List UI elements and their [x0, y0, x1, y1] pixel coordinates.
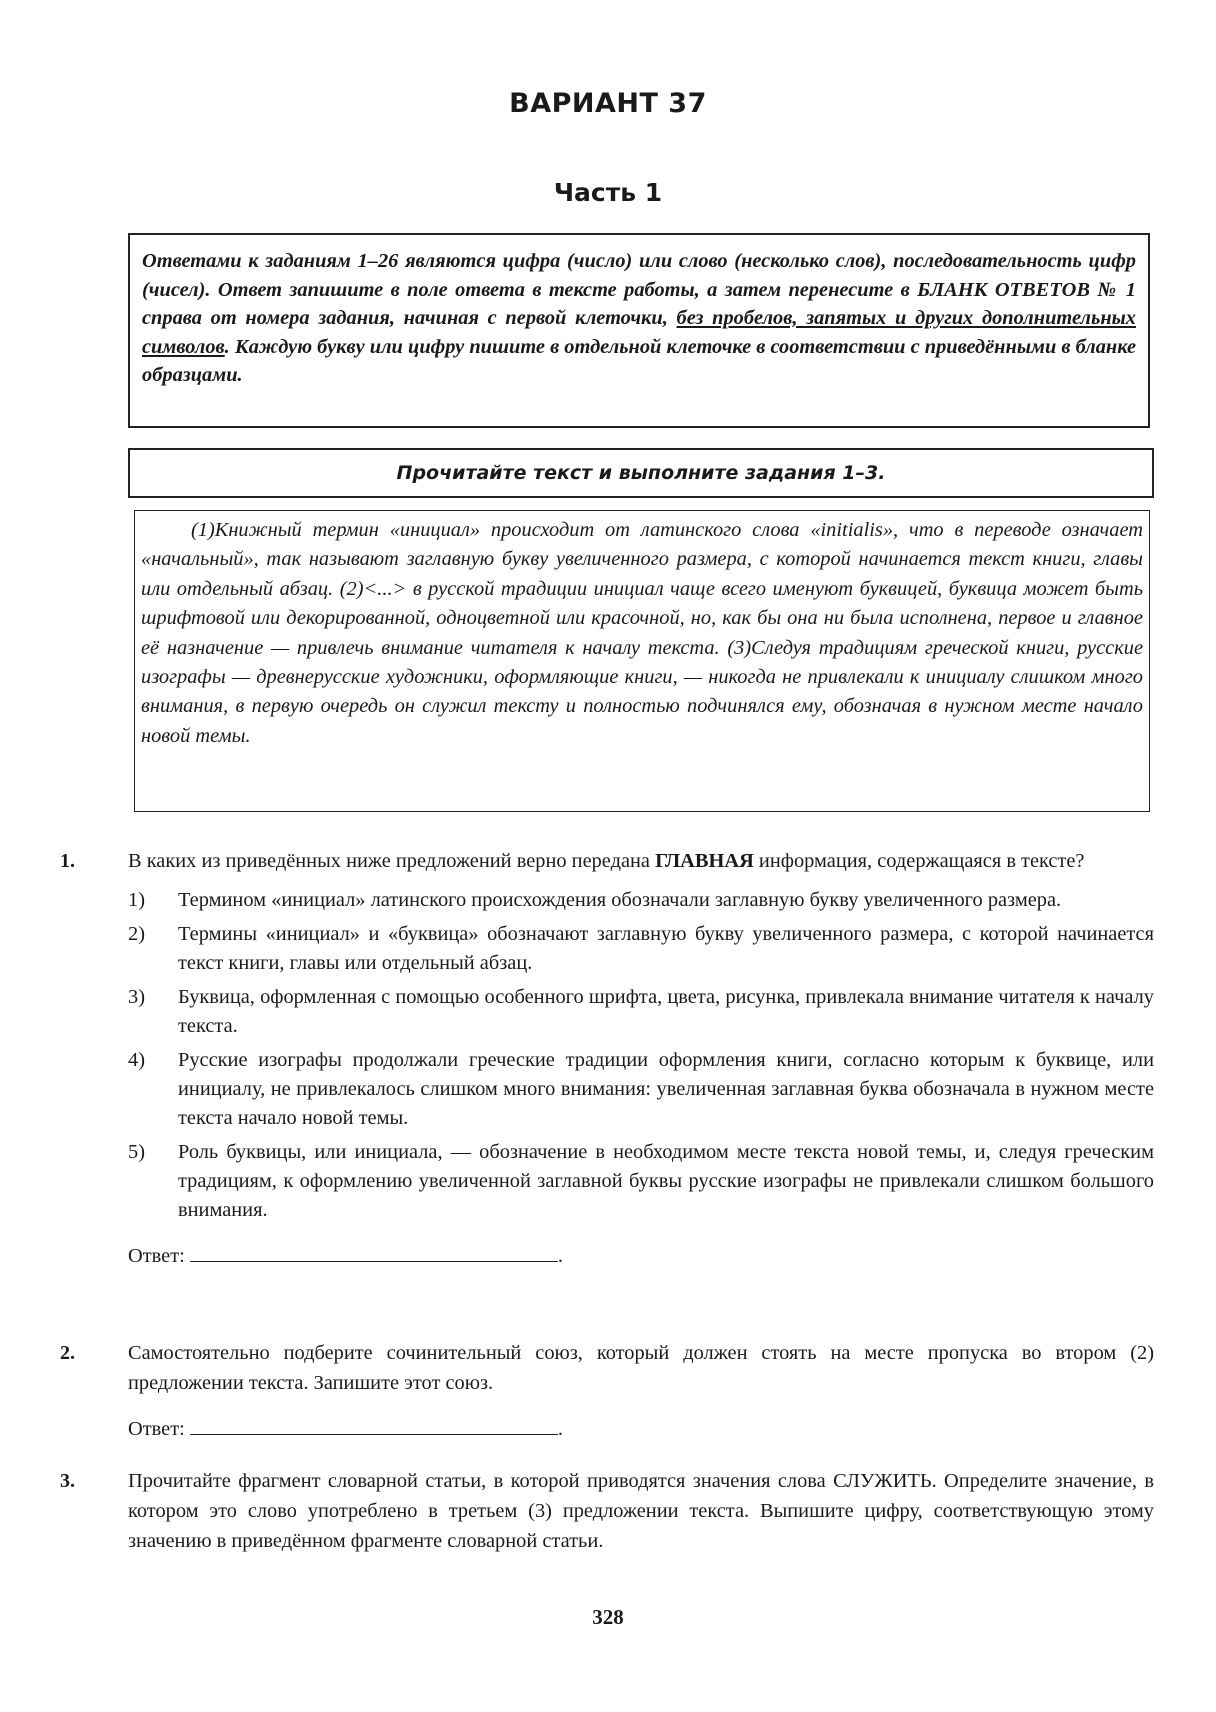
- answer-row: Ответ: .: [128, 1239, 1154, 1271]
- answer-field[interactable]: [190, 1412, 558, 1435]
- option-number: 1): [128, 889, 145, 911]
- option-3[interactable]: [128, 983, 1154, 1041]
- option-5[interactable]: [128, 1138, 1154, 1225]
- option-2[interactable]: [128, 920, 1154, 978]
- part-title: Часть 1: [553, 178, 663, 207]
- option-1[interactable]: [128, 886, 1154, 915]
- option-number: 2): [128, 923, 145, 945]
- question-bold-text: ГЛАВНАЯ: [655, 850, 754, 872]
- option-text: Роль буквицы, или инициала, — обозначение в необходимом месте текста новой темы, и, следуя греческим традициям, к оформлению увеличенной заглавной буквы русские изографы не привлекали слишком большого внимания.: [178, 1141, 1154, 1221]
- option-number: 4): [128, 1049, 145, 1071]
- read-prompt: Прочитайте текст и выполните задания 1–3.: [128, 448, 1154, 498]
- task-number: 3.: [60, 1470, 75, 1492]
- answer-label: Ответ:: [128, 1245, 185, 1267]
- instructions-underlined-text: без пробелов, запятых и других дополнительных символов: [142, 307, 1136, 358]
- option-text: Термины «инициал» и «буквица» обозначают заглавную букву увеличенного размера, с которой начинается текст книги, главы или отдельный абзац.: [178, 923, 1154, 974]
- task-question: Прочитайте фрагмент словарной статьи, в которой приводятся значения слова СЛУЖИТЬ. Определите значение, в котором это слово употреблено в третьем (3) предложении текста. Выпишите цифру, соответствующую этому значению в приведённом фрагменте словарной статьи.: [128, 1470, 1154, 1552]
- option-text: Термином «инициал» латинского происхождения обозначали заглавную букву увеличенного размера.: [178, 889, 1062, 911]
- task-number: 1.: [60, 850, 75, 872]
- task-question: [128, 846, 1154, 876]
- option-text: Русские изографы продолжали греческие традиции оформления книги, согласно которым к буквице, или инициалу, не привлекалось слишком много внимания: увеличенная заглавная буква обозначала в нужном месте текста начало новой темы.: [178, 1049, 1154, 1129]
- task-1: [60, 846, 1154, 1271]
- page-number: 328: [592, 1605, 624, 1629]
- option-number: 5): [128, 1141, 145, 1163]
- variant-title: ВАРИАНТ 37: [509, 88, 707, 119]
- option-4[interactable]: [128, 1046, 1154, 1133]
- answer-row: Ответ: .: [128, 1412, 1154, 1444]
- task-number: 2.: [60, 1342, 75, 1364]
- options-list: [128, 886, 1154, 1225]
- question-text: В каких из приведённых ниже предложений верно передана: [128, 850, 656, 872]
- answer-field[interactable]: [190, 1239, 558, 1262]
- question-text-end: информация, содержащаяся в тексте?: [753, 850, 1085, 872]
- instructions-text: Ответами к заданиям 1–26 являются цифра (число) или слово (несколько слов), последовательность цифр (чисел). Ответ запишите в поле ответа в тексте работы, а затем перенесите в БЛАНК ОТВЕТОВ № 1 справа от номера задания, начиная с первой клеточки,: [142, 250, 1136, 329]
- reading-text-box: [134, 510, 1150, 812]
- option-text: Буквица, оформленная с помощью особенного шрифта, цвета, рисунка, привлекала внимание читателя к началу текста.: [178, 986, 1154, 1037]
- answer-label: Ответ:: [128, 1418, 185, 1440]
- task-3: [60, 1466, 1154, 1556]
- instructions-text-end: . Каждую букву или цифру пишите в отдельной клеточке в соответствии с приведёнными в бланке образцами.: [142, 335, 1137, 386]
- reading-text: (1)Книжный термин «инициал» происходит от латинского слова «initialis», что в переводе означает «начальный», так называют заглавную букву увеличенного размера, с которой начинается текст книги, главы или отдельный абзац. (2)<...> в русской традиции инициал чаще всего именуют буквицей, буквица может быть шрифтовой или декорированной, одноцветной или красочной, но, как бы она ни была исполнена, первое и главное её назначение — привлечь внимание читателя к началу текста. (3)Следуя традициям греческой книги, русские изографы — древнерусские художники, оформляющие книги, — никогда не привлекали к инициалу слишком много внимания, в первую очередь он служил тексту и полностью подчинялся ему, обозначая в нужном месте начало новой темы.: [141, 519, 1143, 747]
- instructions-box: [128, 233, 1150, 428]
- task-question: Самостоятельно подберите сочинительный союз, который должен стоять на месте пропуска во втором (2) предложении текста. Запишите этот союз.: [128, 1342, 1154, 1394]
- option-number: 3): [128, 986, 145, 1008]
- task-2: [60, 1338, 1154, 1444]
